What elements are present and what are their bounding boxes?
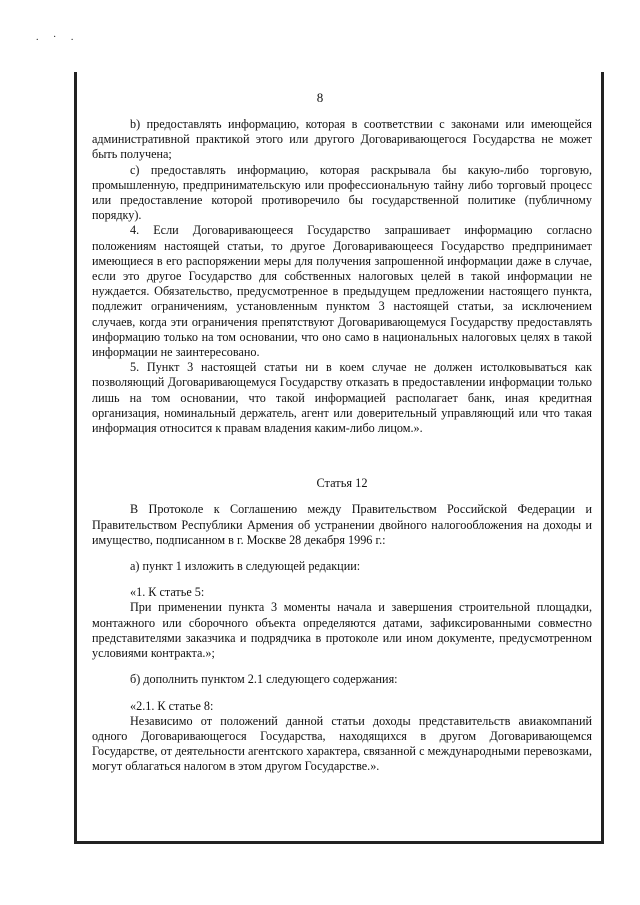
clause-b: b) предоставлять информацию, которая в соответствии с законами или имеющейся административной практикой этого или другого Договаривающегося Государства не может быть получена;: [92, 117, 592, 162]
spacer: [92, 436, 592, 476]
paragraph-4: 4. Если Договаривающееся Государство запрашивает информацию согласно положениям настоящей статьи, то другое Договаривающееся Государство предпринимает имеющиеся в его распоряжении меры для получения запрошенной информации даже в случае, если это другое Государство для собственных налоговых целей в такой информации не нуждается. Обязательство, предусмотренное в предыдущем предложении настоящего пункта, подлежит ограничениям, установленным пунктом 3 настоящей статьи, за исключением случаев, когда эти ограничения препятствуют Договаривающемуся Государству предоставлять информацию только на том основании, что оно само в национальных налоговых целях в такой информации не заинтересовано.: [92, 223, 592, 360]
spacer: [92, 491, 592, 502]
item-a-heading: а) пункт 1 изложить в следующей редакции:: [130, 559, 361, 574]
spacer: [92, 574, 592, 585]
paragraph-5: 5. Пункт 3 настоящей статьи ни в коем случае не должен истолковываться как позволяющий Договаривающемуся Государству отказать в предоставлении информации только лишь на том основании, что такой информацией располагает банк, иная кредитная организация, номинальный держатель, агент или доверительный управляющий или что такая информация относится к правам владения каким-либо лицом.».: [92, 360, 592, 436]
scan-specks: . · .: [36, 32, 80, 43]
document-body: [92, 117, 592, 775]
spacer: [92, 548, 592, 559]
item-b-quote-body: Независимо от положений данной статьи доходы представительств авиакомпаний одного Договаривающегося Государства, находящихся в другом Договаривающемся Государстве, от деятельности агентского характера, связанной с международными перевозками, могут облагаться налогом в этом другом Государстве.».: [92, 713, 592, 774]
item-b-quote-heading: «2.1. К статье 8:: [130, 698, 214, 713]
item-b-heading: б) дополнить пунктом 2.1 следующего содержания:: [130, 672, 398, 687]
page-number: 8: [316, 90, 324, 105]
spacer: [92, 688, 592, 699]
item-a-quote-heading: «1. К статье 5:: [130, 585, 205, 600]
article-12-heading: Статья 12: [316, 476, 368, 491]
item-a-quote-body: При применении пункта 3 моменты начала и завершения строительной площадки, монтажного или сборочного объекта определяются датами, зафиксированными совместно представителями заказчика и подрядчика в протоколе или ином документе, предусмотренном условиями контракта.»;: [92, 600, 592, 661]
article-12-intro: В Протоколе к Соглашению между Правительством Российской Федерации и Правительством Республики Армения об устранении двойного налогообложения на доходы и имущество, подписанном в г. Москве 28 декабря 1996 г.:: [92, 502, 592, 547]
clause-c: c) предоставлять информацию, которая раскрывала бы какую-либо торговую, промышленную, предпринимательскую или профессиональную тайну либо торговый процесс или предоставление которой противоречило бы государственной политике (публичному порядку).: [92, 162, 592, 223]
spacer: [92, 661, 592, 672]
